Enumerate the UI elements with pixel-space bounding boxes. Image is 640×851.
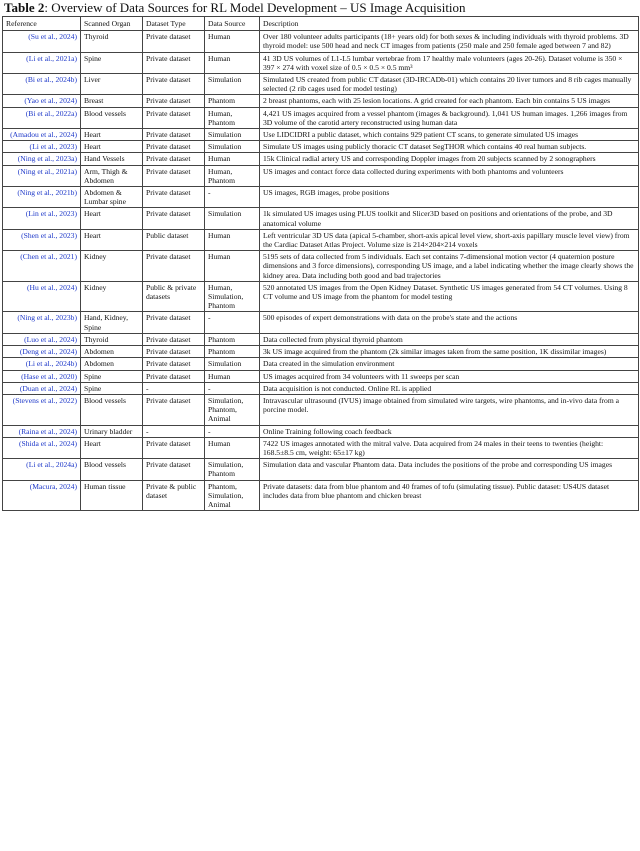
dataset-type-cell: Private dataset [143,208,205,229]
reference-cell [3,281,81,312]
dataset-type-cell: Private dataset [143,437,205,458]
data-source-cell: Human [205,31,260,52]
table-caption-label: Table 2 [4,0,45,15]
description-cell: Online Training following coach feedback [260,425,639,437]
data-source-cell: Simulation [205,358,260,370]
reference-cell [3,382,81,394]
description-cell: Private datasets: data from blue phantom and 40 frames of tofu (simulating tissue). Public dataset: US4US dataset includes data from blue phantom and chicken breast [260,480,639,511]
data-source-cell: Simulation, Phantom, Animal [205,394,260,425]
reference-cell [3,52,81,73]
dataset-type-cell: Private dataset [143,74,205,95]
scanned-organ-cell: Heart [81,141,143,153]
reference-cell [3,425,81,437]
scanned-organ-cell: Thyroid [81,333,143,345]
table-row [3,95,639,107]
description-cell: Intravascular ultrasound (IVUS) image obtained from simulated wire targets, wire phantoms, and in-vivo data from a porcine model. [260,394,639,425]
dataset-type-cell: Private dataset [143,107,205,128]
table-row [3,229,639,250]
reference-link[interactable]: (Ning et al., 2023b) [17,313,77,323]
description-cell: 41 3D US volumes of L1-L5 lumbar vertebrae from 17 healthy male volunteers (ages 20-26). Dataset volume is 350 × 397 × 274 with voxel size of 0.5 × 0.5 × 0.5 mm³ [260,52,639,73]
reference-cell [3,95,81,107]
data-source-cell: Human, Phantom [205,107,260,128]
dataset-type-cell: Private dataset [143,52,205,73]
dataset-type-cell: Private dataset [143,312,205,333]
data-source-cell: Human, Simulation, Phantom [205,281,260,312]
description-cell: US images acquired from 34 volunteers with 11 sweeps per scan [260,370,639,382]
dataset-type-cell: Private dataset [143,95,205,107]
reference-link[interactable]: (Ning et al., 2021b) [17,188,77,198]
dataset-type-cell: Private dataset [143,358,205,370]
reference-link[interactable]: (Ning et al., 2021a) [17,166,77,176]
scanned-organ-cell: Human tissue [81,480,143,511]
reference-link[interactable]: (Amadou et al., 2024) [10,130,77,140]
description-cell: 520 annotated US images from the Open Kidney Dataset. Synthetic US images generated from 54 CT volumes. Using 8 CT volume and US image from the phantom for model testing [260,281,639,312]
reference-cell [3,394,81,425]
data-source-cell: Simulation, Phantom [205,459,260,480]
table-row [3,346,639,358]
dataset-type-cell: Public dataset [143,229,205,250]
scanned-organ-cell: Spine [81,370,143,382]
table-row [3,74,639,95]
description-cell: 7422 US images annotated with the mitral valve. Data acquired from 24 males in their teens to twenties (height: 168.5±8.5 cm, weight: 65±17 kg) [260,437,639,458]
scanned-organ-cell: Arm, Thigh & Abdomen [81,165,143,186]
table-row [3,52,639,73]
scanned-organ-cell: Heart [81,129,143,141]
reference-cell [3,165,81,186]
dataset-type-cell: Private dataset [143,251,205,282]
data-source-cell: - [205,425,260,437]
dataset-type-cell: Private dataset [143,346,205,358]
reference-link[interactable]: (Hu et al., 2024) [27,282,77,292]
dataset-type-cell: Private dataset [143,129,205,141]
reference-cell [3,187,81,208]
scanned-organ-cell: Heart [81,437,143,458]
reference-link[interactable]: (Li et al., 2021a) [26,53,77,63]
dataset-type-cell: Private dataset [143,31,205,52]
table-row [3,281,639,312]
description-cell: 15k Clinical radial artery US and corresponding Doppler images from 20 subjects scanned by 2 sonographers [260,153,639,165]
description-cell: 4,421 US images acquired from a vessel phantom (images & background). 1,041 US human images. 1,266 images from 3D volume of the carotid artery reconstructed using human data [260,107,639,128]
description-cell: Data collected from physical thyroid phantom [260,333,639,345]
scanned-organ-cell: Breast [81,95,143,107]
description-cell: Simulation data and vascular Phantom data. Data includes the positions of the probe and corresponding US images [260,459,639,480]
table-row [3,312,639,333]
data-source-cell: Phantom, Simulation, Animal [205,480,260,511]
data-source-cell: - [205,187,260,208]
data-source-cell: Human, Phantom [205,165,260,186]
dataset-type-cell: Private dataset [143,153,205,165]
reference-cell [3,141,81,153]
reference-link[interactable]: (Raina et al., 2024) [18,426,77,436]
dataset-type-cell: Private dataset [143,370,205,382]
scanned-organ-cell: Urinary bladder [81,425,143,437]
table-row [3,437,639,458]
reference-cell [3,153,81,165]
reference-cell [3,358,81,370]
scanned-organ-cell: Kidney [81,281,143,312]
dataset-type-cell: Private dataset [143,333,205,345]
reference-link[interactable]: (Luo et al., 2024) [24,334,77,344]
scanned-organ-cell: Abdomen & Lumbar spine [81,187,143,208]
table-row [3,208,639,229]
reference-cell [3,251,81,282]
reference-cell [3,107,81,128]
header-reference: Reference [3,17,81,31]
reference-cell [3,312,81,333]
header-scanned-organ: Scanned Organ [81,17,143,31]
table-row [3,333,639,345]
reference-link[interactable]: (Shen et al., 2023) [21,230,77,240]
table-row [3,382,639,394]
data-source-cell: Phantom [205,333,260,345]
reference-link[interactable]: (Deng et al., 2024) [19,347,77,357]
reference-link[interactable]: (Yao et al., 2024) [24,96,77,106]
data-source-cell: Phantom [205,346,260,358]
description-cell: US images and contact force data collected during experiments with both phantoms and volunteers [260,165,639,186]
reference-link[interactable]: (Bi et al., 2024b) [25,75,77,85]
description-cell: Over 180 volunteer adults participants (18+ years old) for both sexes & including individuals with thyroid problems. 3D thyroid model: use 500 head and neck CT images from patients (250 male and 250 female aged between 7 and 82) [260,31,639,52]
data-source-cell: Human [205,52,260,73]
dataset-type-cell: - [143,425,205,437]
table-row [3,251,639,282]
scanned-organ-cell: Kidney [81,251,143,282]
data-sources-table [2,16,639,511]
scanned-organ-cell: Abdomen [81,358,143,370]
data-source-cell: Phantom [205,95,260,107]
scanned-organ-cell: Heart [81,208,143,229]
description-cell: 3k US image acquired from the phantom (2k similar images taken from the same position, 1K dissimilar images) [260,346,639,358]
table-row [3,141,639,153]
description-cell: 1k simulated US images using PLUS toolkit and Slicer3D based on positions and orientations of the probe, and 3D anatomical volume [260,208,639,229]
description-cell: Use LIDCIDRI a public dataset, which contains 929 patient CT scans, to generate simulated US images [260,129,639,141]
reference-cell [3,480,81,511]
reference-link[interactable]: (Stevens et al., 2022) [12,395,77,405]
table-caption-text: : Overview of Data Sources for RL Model Development – US Image Acquisition [44,0,466,15]
data-source-cell: Human [205,251,260,282]
reference-link[interactable]: (Lin et al., 2023) [25,209,77,219]
data-source-cell: Human [205,437,260,458]
header-row [3,17,639,31]
reference-cell [3,208,81,229]
table-row [3,153,639,165]
data-source-cell: Simulation [205,141,260,153]
reference-link[interactable]: (Ning et al., 2023a) [17,154,77,164]
table-row [3,31,639,52]
reference-link[interactable]: (Li et al., 2024b) [25,359,77,369]
reference-link[interactable]: (Li et al., 2024a) [26,460,77,470]
dataset-type-cell: Private dataset [143,165,205,186]
scanned-organ-cell: Blood vessels [81,107,143,128]
table-row [3,394,639,425]
reference-cell [3,346,81,358]
table-row [3,129,639,141]
reference-link[interactable]: (Shida et al., 2024) [19,438,77,448]
header-dataset-type: Dataset Type [143,17,205,31]
scanned-organ-cell: Hand Vessels [81,153,143,165]
data-source-cell: Human [205,153,260,165]
table-body [3,31,639,511]
dataset-type-cell: Private & public dataset [143,480,205,511]
scanned-organ-cell: Liver [81,74,143,95]
data-source-cell: Human [205,370,260,382]
data-source-cell: Simulation [205,208,260,229]
reference-link[interactable]: (Su et al., 2024) [28,32,77,42]
reference-cell [3,437,81,458]
table-row [3,187,639,208]
reference-cell [3,229,81,250]
reference-link[interactable]: (Macura, 2024) [29,481,77,491]
table-row [3,107,639,128]
reference-link[interactable]: (Hase et al., 2020) [21,371,77,381]
scanned-organ-cell: Blood vessels [81,394,143,425]
reference-link[interactable]: (Li et al., 2023) [29,142,77,152]
reference-cell [3,31,81,52]
dataset-type-cell: Private dataset [143,394,205,425]
table-row [3,358,639,370]
scanned-organ-cell: Spine [81,382,143,394]
reference-link[interactable]: (Duan et al., 2024) [19,383,77,393]
table-caption [4,0,466,16]
description-cell: 2 breast phantoms, each with 25 lesion locations. A grid created for each phantom. Each bin contains 5 US images [260,95,639,107]
description-cell: US images, RGB images, probe positions [260,187,639,208]
dataset-type-cell: - [143,382,205,394]
dataset-type-cell: Public & private datasets [143,281,205,312]
description-cell: Simulated US created from public CT dataset (3D-IRCADb-01) which contains 20 liver tumors and 8 rib cages manually selected (2 rib cages used for model testing) [260,74,639,95]
dataset-type-cell: Private dataset [143,187,205,208]
data-source-cell: Simulation [205,74,260,95]
dataset-type-cell: Private dataset [143,141,205,153]
table-row [3,165,639,186]
data-source-cell: - [205,382,260,394]
table-row [3,425,639,437]
scanned-organ-cell: Thyroid [81,31,143,52]
reference-link[interactable]: (Chen et al., 2021) [20,252,77,262]
scanned-organ-cell: Spine [81,52,143,73]
dataset-type-cell: Private dataset [143,459,205,480]
table-row [3,459,639,480]
description-cell: 5195 sets of data collected from 5 individuals. Each set contains 7-dimensional motion vector (4 quaternion posture dimensions and 3 force dimensions), corresponding US image, and a label indicating whether the image clearly shows the kidney area. Data including both good and bad trajectories [260,251,639,282]
reference-cell [3,459,81,480]
table-row [3,480,639,511]
header-description: Description [260,17,639,31]
data-source-cell: Human [205,229,260,250]
description-cell: Simulate US images using publicly thoracic CT dataset SegTHOR which contains 40 real human subjects. [260,141,639,153]
description-cell: 500 episodes of expert demonstrations with data on the probe's state and the actions [260,312,639,333]
description-cell: Left ventricular 3D US data (apical 5-chamber, short-axis apical level view, short-axis papillary muscle level view) from the Cardiac Dataset Atlas Project. Volume size is 214×204×214 voxels [260,229,639,250]
data-source-cell: - [205,312,260,333]
scanned-organ-cell: Abdomen [81,346,143,358]
reference-cell [3,74,81,95]
scanned-organ-cell: Hand, Kidney, Spine [81,312,143,333]
description-cell: Data created in the simulation environment [260,358,639,370]
scanned-organ-cell: Blood vessels [81,459,143,480]
description-cell: Data acquisition is not conducted. Online RL is applied [260,382,639,394]
reference-cell [3,370,81,382]
reference-link[interactable]: (Bi et al., 2022a) [25,108,77,118]
data-source-cell: Simulation [205,129,260,141]
scanned-organ-cell: Heart [81,229,143,250]
reference-cell [3,129,81,141]
table-row [3,370,639,382]
reference-cell [3,333,81,345]
header-data-source: Data Source [205,17,260,31]
